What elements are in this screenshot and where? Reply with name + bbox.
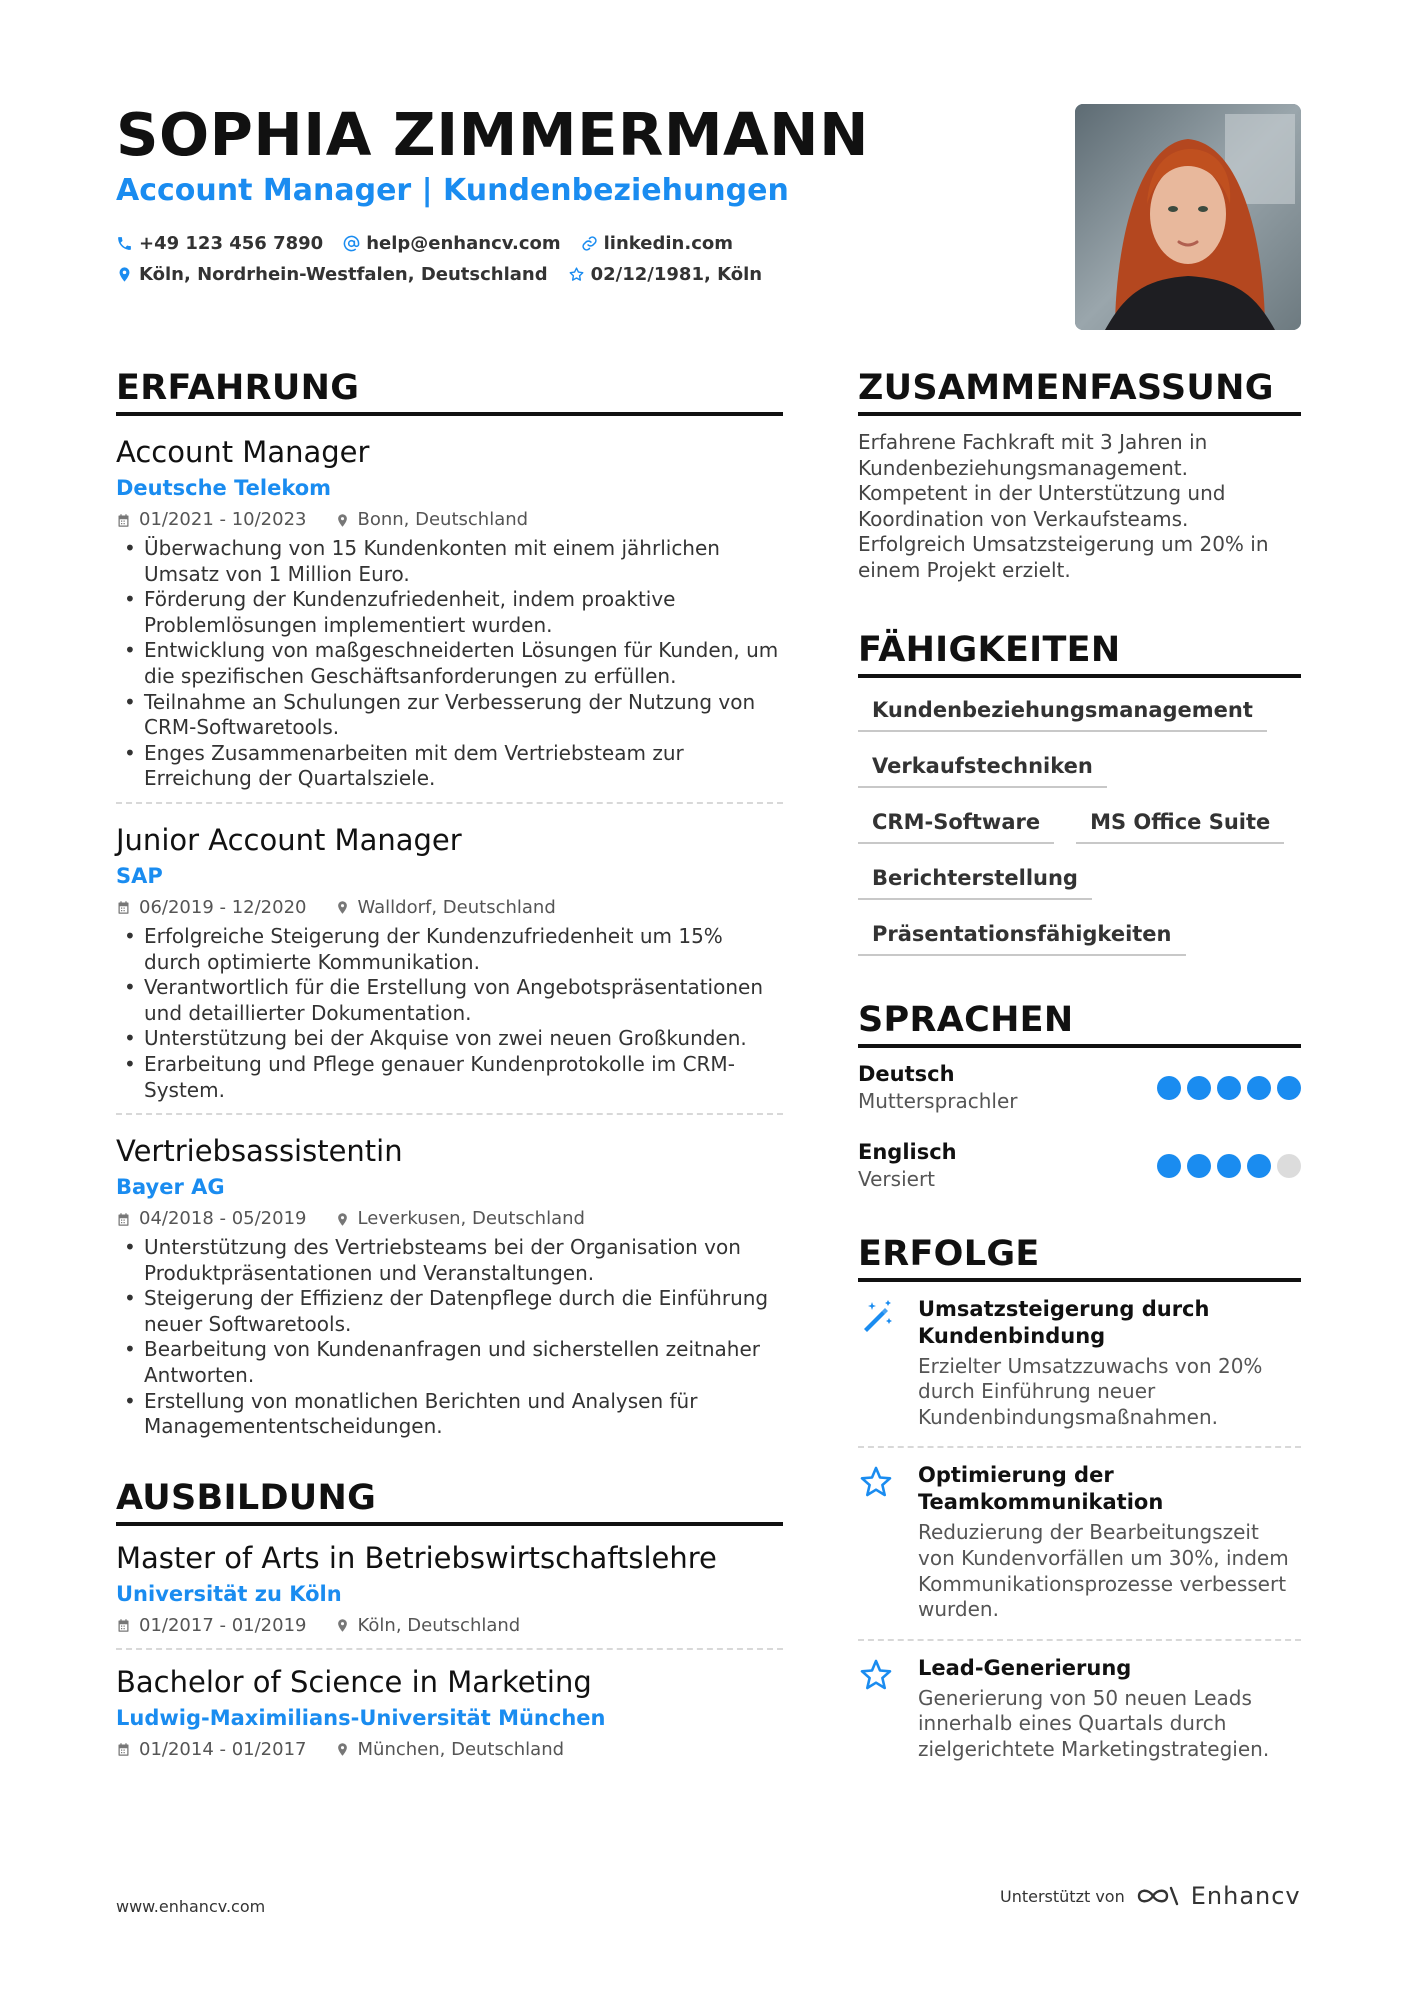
edu-location-text: München, Deutschland	[357, 1738, 565, 1760]
skill-tag: Berichterstellung	[858, 856, 1092, 900]
contact-location	[116, 264, 548, 285]
bullet-item: • Entwicklung von maßgeschneiderten Lösungen für Kunden, um die spezifischen Geschäftsanforderungen zu erfüllen.	[116, 638, 783, 689]
bullet-item: • Teilnahme an Schulungen zur Verbesserung der Nutzung von CRM-Softwaretools.	[116, 690, 783, 741]
linkedin-text: linkedin.com	[603, 233, 733, 254]
job-dates	[116, 1205, 307, 1233]
bullet-item: • Enges Zusammenarbeiten mit dem Vertriebsteam zur Erreichung der Quartalsziele.	[116, 741, 783, 792]
contact-info	[116, 228, 1076, 290]
calendar-icon	[116, 1212, 131, 1227]
job-title: Account Manager	[116, 435, 370, 469]
at-icon	[343, 235, 360, 252]
contact-birth	[568, 264, 762, 285]
company-name[interactable]: SAP	[116, 863, 163, 888]
email-text: help@enhancv.com	[366, 233, 561, 254]
calendar-icon	[116, 1618, 131, 1633]
rating-dot-filled	[1277, 1076, 1301, 1100]
bullet-item: • Erfolgreiche Steigerung der Kundenzufriedenheit um 15% durch optimierte Kommunikation.	[116, 924, 783, 975]
brand-name: Enhancv	[1190, 1882, 1301, 1910]
job-title: Vertriebsassistentin	[116, 1134, 403, 1169]
language-rating	[1157, 1154, 1301, 1178]
bullet-item: • Unterstützung bei der Akquise von zwei neuen Großkunden.	[116, 1026, 783, 1052]
skill-tag: Verkaufstechniken	[858, 744, 1107, 788]
location-pin-icon	[335, 1618, 350, 1633]
school-name[interactable]: Universität zu Köln	[116, 1581, 342, 1606]
location-pin-icon	[335, 900, 350, 915]
language-level: Muttersprachler	[858, 1089, 1018, 1114]
phone-text: +49 123 456 7890	[139, 233, 324, 254]
rating-dot-empty	[1277, 1154, 1301, 1178]
rating-dot-filled	[1217, 1076, 1241, 1100]
skill-tag: CRM-Software	[858, 800, 1054, 844]
job-location	[335, 506, 529, 534]
star-icon	[858, 1657, 894, 1693]
job-dates-text: 06/2019 - 12/2020	[139, 896, 307, 918]
job-dates-text: 04/2018 - 05/2019	[139, 1208, 307, 1230]
job-entry	[116, 1115, 783, 1450]
rating-dot-filled	[1187, 1076, 1211, 1100]
language-name: Englisch	[858, 1140, 957, 1165]
enhancv-logo-icon	[1135, 1883, 1181, 1909]
bullet-item: • Bearbeitung von Kundenanfragen und sicherstellen zeitnaher Antworten.	[116, 1337, 783, 1388]
summary-text: Erfahrene Fachkraft mit 3 Jahren in Kundenbeziehungsmanagement. Kompetent in der Unterstützung und Koordination von Verkaufsteams. Erfolgreich Umsatzsteigerung um 20% in einem Projekt erzielt.	[858, 430, 1269, 582]
contact-email[interactable]	[343, 233, 560, 254]
rating-dot-filled	[1157, 1154, 1181, 1178]
location-text: Köln, Nordrhein-Westfalen, Deutschland	[139, 264, 548, 285]
job-title: Junior Account Manager	[116, 822, 462, 857]
degree-title: Bachelor of Science in Marketing	[116, 1664, 592, 1699]
footer-branding	[1000, 1882, 1301, 1910]
edu-dates	[116, 1736, 307, 1764]
language-entry	[858, 1129, 1301, 1204]
right-column	[858, 368, 1301, 1779]
edu-dates	[116, 1612, 307, 1640]
achievement-title: Optimierung der Teamkommunikation	[918, 1463, 1164, 1515]
rating-dot-filled	[1217, 1154, 1241, 1178]
calendar-icon	[116, 1742, 131, 1757]
achievement-desc: Generierung von 50 neuen Leads innerhalb eines Quartals durch zielgerichtete Marketingstrategien.	[918, 1685, 1270, 1761]
rating-dot-filled	[1187, 1154, 1211, 1178]
edu-location	[335, 1612, 521, 1640]
skills-list	[858, 688, 1301, 956]
job-dates	[116, 506, 307, 534]
achievement-title: Umsatzsteigerung durch Kundenbindung	[918, 1296, 1210, 1348]
bullet-item: • Verantwortlich für die Erstellung von Angebotspräsentationen und detaillierter Dokumentation.	[116, 975, 783, 1026]
rating-dot-filled	[1247, 1076, 1271, 1100]
achievement-desc: Reduzierung der Bearbeitungszeit von Kundenvorfällen um 30%, indem Kommunikationsprozesse verbessert wurden.	[918, 1520, 1289, 1622]
location-pin-icon	[335, 1212, 350, 1227]
company-name[interactable]: Deutsche Telekom	[116, 476, 332, 500]
left-column	[116, 368, 783, 1772]
star-outline-icon	[568, 266, 585, 283]
edu-location	[335, 1736, 565, 1764]
phone-icon	[116, 235, 133, 252]
bullet-item: • Förderung der Kundenzufriedenheit, indem proaktive Problemlösungen implementiert wurden.	[116, 587, 783, 638]
skill-tag: Präsentationsfähigkeiten	[858, 912, 1186, 956]
birth-text: 02/12/1981, Köln	[590, 264, 763, 285]
rating-dot-filled	[1247, 1154, 1271, 1178]
job-location-text: Leverkusen, Deutschland	[357, 1208, 585, 1230]
job-entry	[116, 416, 783, 804]
magic-wand-icon	[858, 1298, 894, 1334]
rating-dot-filled	[1157, 1076, 1181, 1100]
footer-website[interactable]: www.enhancv.com	[116, 1897, 266, 1916]
skill-tag: MS Office Suite	[1076, 800, 1284, 844]
job-location-text: Bonn, Deutschland	[357, 509, 529, 530]
edu-location-text: Köln, Deutschland	[357, 1614, 521, 1636]
degree-title: Master of Arts in Betriebswirtschaftslehre	[116, 1540, 717, 1575]
link-icon	[581, 235, 598, 252]
calendar-icon	[116, 900, 131, 915]
achievement-entry	[858, 1282, 1301, 1449]
achievement-title: Lead-Generierung	[918, 1655, 1132, 1680]
edu-dates-text: 01/2017 - 01/2019	[139, 1614, 307, 1636]
contact-phone[interactable]	[116, 233, 323, 254]
achievement-entry	[858, 1448, 1301, 1640]
experience-heading: ERFAHRUNG	[116, 368, 783, 416]
bullet-item: • Unterstützung des Vertriebsteams bei der Organisation von Produktpräsentationen und Veranstaltungen.	[116, 1235, 783, 1286]
job-bullets	[116, 536, 783, 792]
achievement-entry	[858, 1641, 1301, 1779]
job-entry	[116, 804, 783, 1115]
bullet-item: • Überwachung von 15 Kundenkonten mit einem jährlichen Umsatz von 1 Million Euro.	[116, 536, 783, 587]
star-icon	[858, 1464, 894, 1500]
education-entry	[116, 1526, 783, 1650]
location-pin-icon	[335, 1742, 350, 1757]
bullet-item: • Erstellung von monatlichen Berichten und Analysen für Managemententscheidungen.	[116, 1389, 783, 1440]
achievements-heading: ERFOLGE	[858, 1234, 1301, 1282]
edu-dates-text: 01/2014 - 01/2017	[139, 1738, 307, 1760]
job-location	[335, 1205, 585, 1233]
language-rating	[1157, 1076, 1301, 1100]
language-entry	[858, 1048, 1301, 1129]
job-location-text: Walldorf, Deutschland	[357, 896, 556, 918]
job-location	[335, 894, 556, 922]
location-pin-icon	[116, 266, 133, 283]
language-name: Deutsch	[858, 1062, 955, 1087]
education-entry	[116, 1650, 783, 1772]
language-level: Versiert	[858, 1167, 936, 1192]
bullet-item: • Erarbeitung und Pflege genauer Kundenprotokolle im CRM-System.	[116, 1052, 783, 1103]
bullet-item: • Steigerung der Effizienz der Datenpflege durch die Einführung neuer Softwaretools.	[116, 1286, 783, 1337]
skills-heading: FÄHIGKEITEN	[858, 630, 1301, 678]
job-dates-text: 01/2021 - 10/2023	[139, 509, 307, 530]
job-bullets	[116, 1235, 783, 1440]
job-dates	[116, 894, 307, 922]
profile-photo	[1075, 104, 1301, 330]
education-heading: AUSBILDUNG	[116, 1478, 783, 1526]
contact-linkedin[interactable]	[581, 233, 733, 254]
candidate-name: SOPHIA ZIMMERMANN	[116, 100, 869, 169]
location-pin-icon	[335, 513, 350, 528]
languages-heading: SPRACHEN	[858, 1000, 1301, 1048]
calendar-icon	[116, 513, 131, 528]
candidate-title: Account Manager | Kundenbeziehungen	[116, 173, 789, 208]
company-name[interactable]: Bayer AG	[116, 1175, 225, 1200]
skill-tag: Kundenbeziehungsmanagement	[858, 688, 1267, 732]
powered-by-text: Unterstützt von	[1000, 1886, 1125, 1906]
summary-heading: ZUSAMMENFASSUNG	[858, 368, 1301, 416]
job-bullets	[116, 924, 783, 1103]
school-name[interactable]: Ludwig-Maximilians-Universität München	[116, 1705, 606, 1730]
achievement-desc: Erzielter Umsatzzuwachs von 20% durch Einführung neuer Kundenbindungsmaßnahmen.	[918, 1353, 1263, 1429]
